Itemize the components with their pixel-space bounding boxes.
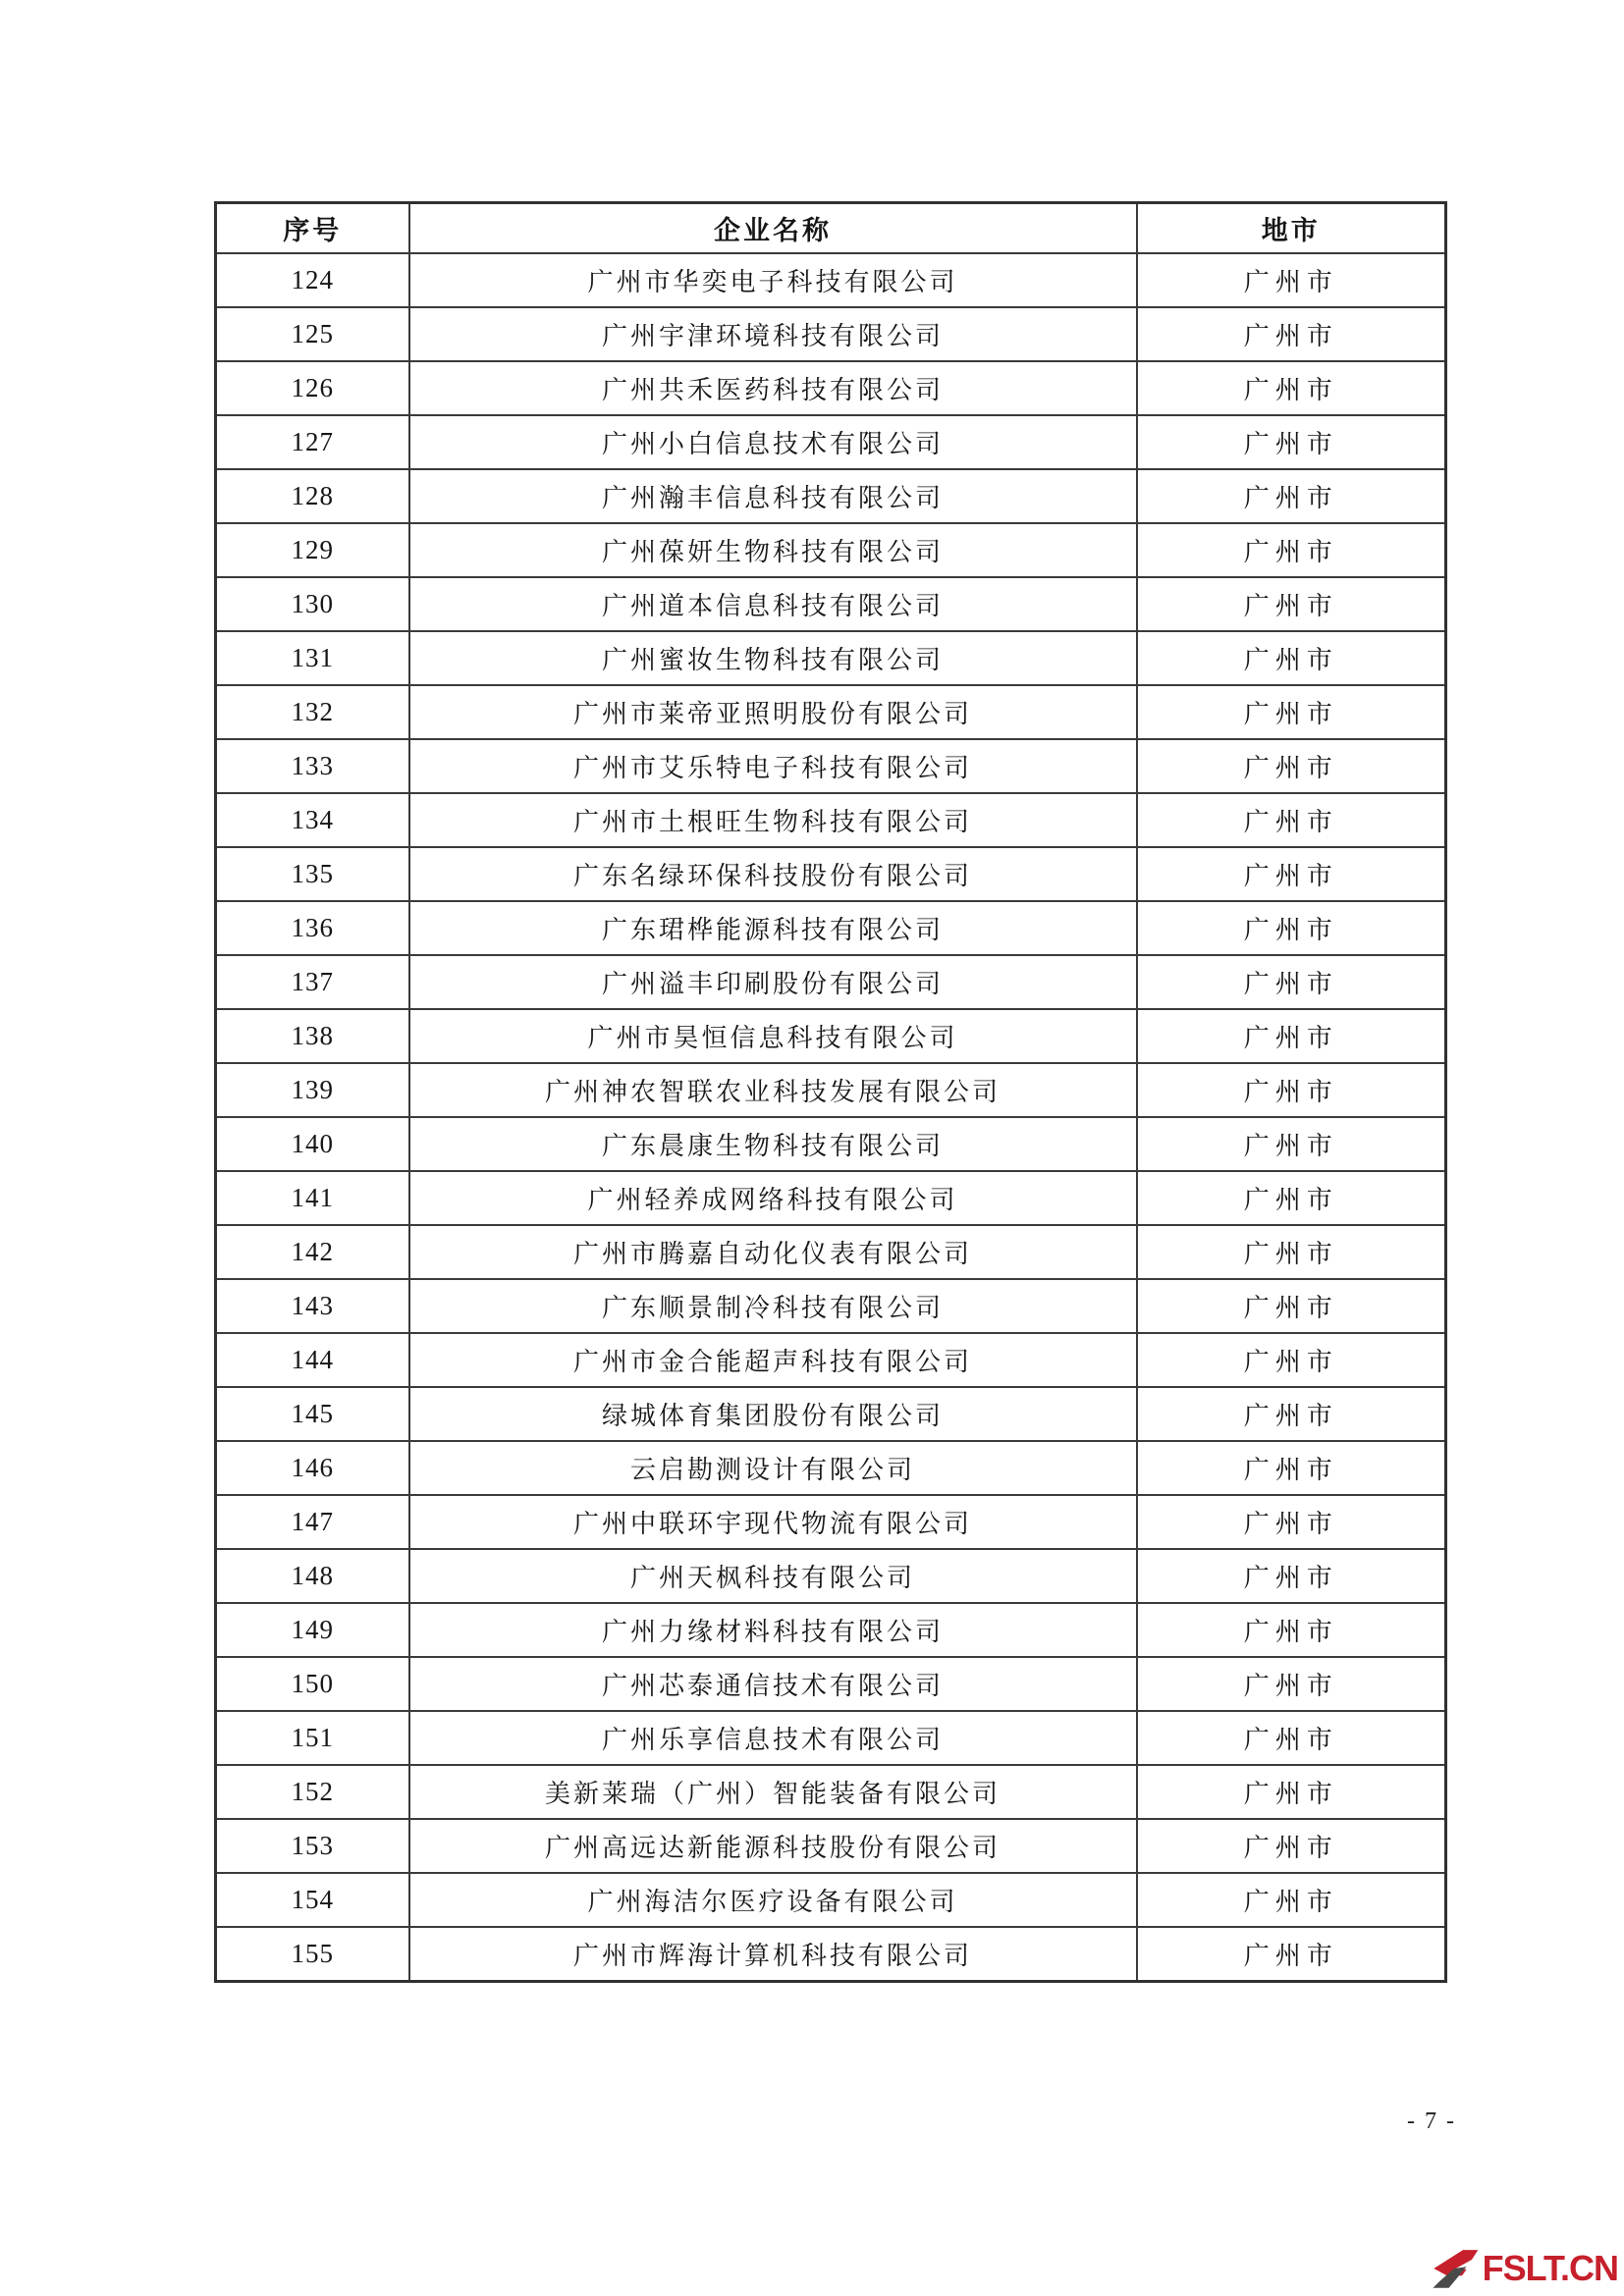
header-seq-no: 序号 [216, 203, 409, 254]
cell-seq-no: 127 [216, 415, 409, 469]
cell-seq-no: 141 [216, 1171, 409, 1225]
cell-seq-no: 139 [216, 1063, 409, 1117]
cell-seq-no: 153 [216, 1819, 409, 1873]
table-row [216, 1765, 1446, 1819]
table-row [216, 1819, 1446, 1873]
cell-company-name: 广州力缘材料科技有限公司 [409, 1603, 1137, 1657]
cell-company-name: 广州市莱帝亚照明股份有限公司 [409, 685, 1137, 739]
table-row [216, 1225, 1446, 1279]
cell-seq-no: 132 [216, 685, 409, 739]
table-row [216, 307, 1446, 361]
cell-city: 广州市 [1137, 847, 1446, 901]
cell-city: 广州市 [1137, 307, 1446, 361]
cell-city: 广州市 [1137, 523, 1446, 577]
cell-seq-no: 136 [216, 901, 409, 955]
cell-company-name: 广州中联环宇现代物流有限公司 [409, 1495, 1137, 1549]
table-row [216, 361, 1446, 415]
cell-company-name: 广东珺桦能源科技有限公司 [409, 901, 1137, 955]
cell-seq-no: 134 [216, 793, 409, 847]
fslt-logo-z-icon [1428, 2245, 1481, 2292]
cell-city: 广州市 [1137, 631, 1446, 685]
cell-company-name: 广州瀚丰信息科技有限公司 [409, 469, 1137, 523]
cell-seq-no: 138 [216, 1009, 409, 1063]
cell-company-name: 绿城体育集团股份有限公司 [409, 1387, 1137, 1441]
table-row [216, 1009, 1446, 1063]
cell-seq-no: 145 [216, 1387, 409, 1441]
cell-city: 广州市 [1137, 1549, 1446, 1603]
cell-seq-no: 133 [216, 739, 409, 793]
cell-company-name: 广州共禾医药科技有限公司 [409, 361, 1137, 415]
cell-seq-no: 130 [216, 577, 409, 631]
cell-company-name: 广州市腾嘉自动化仪表有限公司 [409, 1225, 1137, 1279]
cell-company-name: 广东顺景制冷科技有限公司 [409, 1279, 1137, 1333]
page-number: - 7 - [1407, 2109, 1456, 2134]
table-row [216, 469, 1446, 523]
cell-city: 广州市 [1137, 1711, 1446, 1765]
cell-seq-no: 144 [216, 1333, 409, 1387]
cell-city: 广州市 [1137, 1117, 1446, 1171]
table-row [216, 955, 1446, 1009]
table-row [216, 1927, 1446, 1982]
cell-seq-no: 150 [216, 1657, 409, 1711]
fslt-logo [1428, 2245, 1618, 2292]
cell-company-name: 广州高远达新能源科技股份有限公司 [409, 1819, 1137, 1873]
cell-city: 广州市 [1137, 793, 1446, 847]
cell-seq-no: 124 [216, 253, 409, 307]
cell-city: 广州市 [1137, 1819, 1446, 1873]
fslt-logo-text: FSLT.CN [1482, 2248, 1618, 2288]
cell-city: 广州市 [1137, 685, 1446, 739]
table-row [216, 523, 1446, 577]
cell-company-name: 广州轻养成网络科技有限公司 [409, 1171, 1137, 1225]
cell-city: 广州市 [1137, 577, 1446, 631]
cell-city: 广州市 [1137, 1225, 1446, 1279]
table-row [216, 1657, 1446, 1711]
cell-seq-no: 128 [216, 469, 409, 523]
cell-company-name: 广州道本信息科技有限公司 [409, 577, 1137, 631]
cell-city: 广州市 [1137, 361, 1446, 415]
cell-seq-no: 126 [216, 361, 409, 415]
cell-company-name: 广州市辉海计算机科技有限公司 [409, 1927, 1137, 1982]
cell-company-name: 云启勘测设计有限公司 [409, 1441, 1137, 1495]
cell-company-name: 广州小白信息技术有限公司 [409, 415, 1137, 469]
cell-company-name: 广州蜜妆生物科技有限公司 [409, 631, 1137, 685]
cell-city: 广州市 [1137, 1603, 1446, 1657]
cell-seq-no: 149 [216, 1603, 409, 1657]
header-company-name: 企业名称 [409, 203, 1137, 254]
table-row [216, 577, 1446, 631]
cell-seq-no: 148 [216, 1549, 409, 1603]
table-row [216, 1603, 1446, 1657]
cell-city: 广州市 [1137, 1333, 1446, 1387]
table-header-row [216, 203, 1446, 254]
table-row [216, 1387, 1446, 1441]
cell-seq-no: 129 [216, 523, 409, 577]
cell-company-name: 广州神农智联农业科技发展有限公司 [409, 1063, 1137, 1117]
table-row [216, 1711, 1446, 1765]
cell-company-name: 广东名绿环保科技股份有限公司 [409, 847, 1137, 901]
cell-city: 广州市 [1137, 469, 1446, 523]
cell-seq-no: 147 [216, 1495, 409, 1549]
cell-city: 广州市 [1137, 1765, 1446, 1819]
cell-city: 广州市 [1137, 1063, 1446, 1117]
cell-city: 广州市 [1137, 1009, 1446, 1063]
cell-company-name: 广州溢丰印刷股份有限公司 [409, 955, 1137, 1009]
cell-seq-no: 152 [216, 1765, 409, 1819]
cell-company-name: 广州市昊恒信息科技有限公司 [409, 1009, 1137, 1063]
cell-seq-no: 155 [216, 1927, 409, 1982]
cell-city: 广州市 [1137, 1171, 1446, 1225]
cell-company-name: 广州海洁尔医疗设备有限公司 [409, 1873, 1137, 1927]
table-row [216, 415, 1446, 469]
cell-city: 广州市 [1137, 739, 1446, 793]
table-row [216, 631, 1446, 685]
table-row [216, 1873, 1446, 1927]
cell-city: 广州市 [1137, 253, 1446, 307]
cell-seq-no: 125 [216, 307, 409, 361]
cell-seq-no: 137 [216, 955, 409, 1009]
cell-company-name: 广州市艾乐特电子科技有限公司 [409, 739, 1137, 793]
cell-company-name: 广州市金合能超声科技有限公司 [409, 1333, 1137, 1387]
table-row [216, 847, 1446, 901]
cell-city: 广州市 [1137, 955, 1446, 1009]
cell-city: 广州市 [1137, 1495, 1446, 1549]
table-row [216, 1117, 1446, 1171]
company-table [214, 201, 1447, 1983]
cell-city: 广州市 [1137, 1657, 1446, 1711]
cell-city: 广州市 [1137, 1927, 1446, 1982]
table-row [216, 1171, 1446, 1225]
cell-company-name: 广州乐享信息技术有限公司 [409, 1711, 1137, 1765]
cell-seq-no: 151 [216, 1711, 409, 1765]
cell-company-name: 美新莱瑞（广州）智能装备有限公司 [409, 1765, 1137, 1819]
cell-company-name: 广州芯泰通信技术有限公司 [409, 1657, 1137, 1711]
cell-city: 广州市 [1137, 1387, 1446, 1441]
cell-city: 广州市 [1137, 415, 1446, 469]
cell-city: 广州市 [1137, 1279, 1446, 1333]
table-row [216, 1549, 1446, 1603]
cell-seq-no: 154 [216, 1873, 409, 1927]
table-row [216, 793, 1446, 847]
cell-company-name: 广州市华奕电子科技有限公司 [409, 253, 1137, 307]
cell-company-name: 广州市土根旺生物科技有限公司 [409, 793, 1137, 847]
cell-seq-no: 143 [216, 1279, 409, 1333]
cell-city: 广州市 [1137, 1873, 1446, 1927]
table-row [216, 901, 1446, 955]
table-row [216, 1441, 1446, 1495]
cell-company-name: 广东晨康生物科技有限公司 [409, 1117, 1137, 1171]
cell-company-name: 广州天枫科技有限公司 [409, 1549, 1137, 1603]
cell-seq-no: 142 [216, 1225, 409, 1279]
table-row [216, 685, 1446, 739]
table-row [216, 1495, 1446, 1549]
cell-company-name: 广州宇津环境科技有限公司 [409, 307, 1137, 361]
cell-seq-no: 135 [216, 847, 409, 901]
table-row [216, 253, 1446, 307]
table-row [216, 1063, 1446, 1117]
cell-company-name: 广州葆妍生物科技有限公司 [409, 523, 1137, 577]
cell-seq-no: 140 [216, 1117, 409, 1171]
table-row [216, 1333, 1446, 1387]
cell-seq-no: 131 [216, 631, 409, 685]
header-city: 地市 [1137, 203, 1446, 254]
cell-city: 广州市 [1137, 1441, 1446, 1495]
cell-seq-no: 146 [216, 1441, 409, 1495]
table-row [216, 739, 1446, 793]
table-row [216, 1279, 1446, 1333]
cell-city: 广州市 [1137, 901, 1446, 955]
